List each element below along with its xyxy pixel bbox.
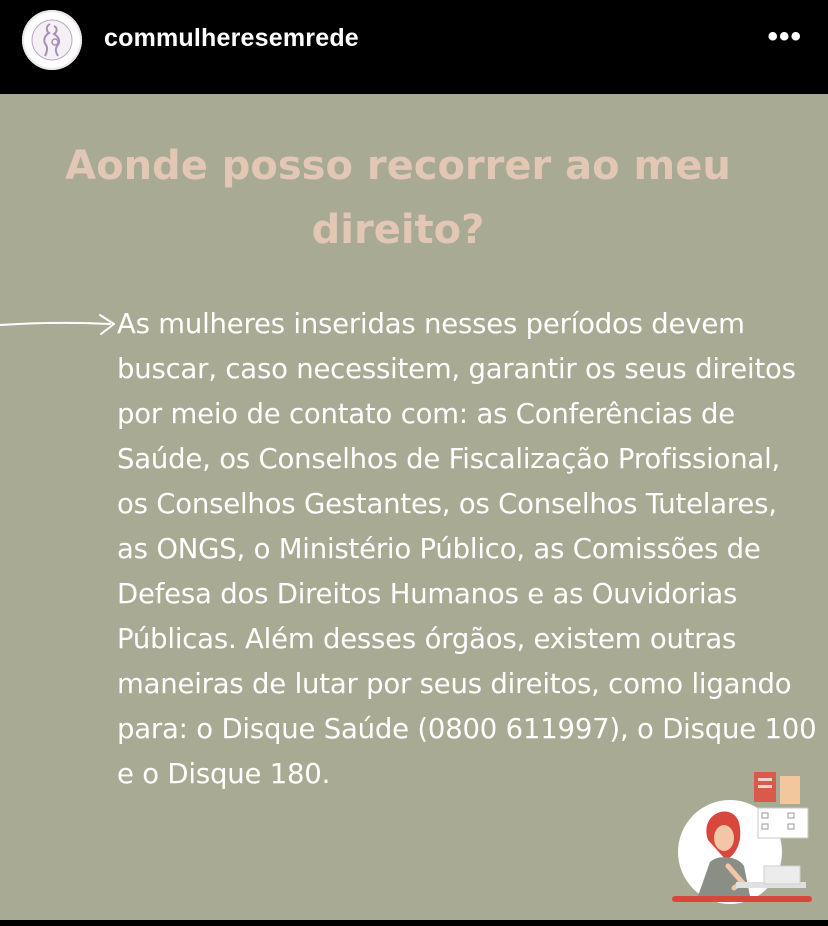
profile-avatar[interactable] (22, 10, 82, 70)
username-link[interactable]: commulheresemrede (104, 24, 359, 52)
body-line: Saúde, os Conselhos de Fiscalização Profissional, (117, 443, 781, 475)
body-line: Públicas. Além desses órgãos, existem outras (117, 623, 737, 655)
body-line: As mulheres inseridas nesses períodos devem (117, 308, 745, 340)
woman-on-phone-illustration (668, 770, 818, 906)
body-line: para: o Disque Saúde (0800 611997), o Disque 100 (117, 713, 817, 745)
body-line: por meio de contato com: as Conferências de (117, 398, 735, 430)
post-title-line-1: Aonde posso recorrer ao meu (65, 143, 731, 189)
bottom-edge (0, 920, 828, 926)
hand-drawn-arrow-icon (0, 312, 122, 336)
body-line: e o Disque 180. (117, 758, 331, 790)
post-body-text (117, 302, 817, 797)
post-header (0, 0, 828, 94)
body-line: maneiras de lutar por seus direitos, como ligando (117, 668, 792, 700)
body-line: os Conselhos Gestantes, os Conselhos Tutelares, (117, 488, 777, 520)
pregnant-woman-logo-icon (28, 16, 76, 64)
body-line: buscar, caso necessitem, garantir os seus direitos (117, 353, 796, 385)
body-line: as ONGS, o Ministério Público, as Comissões de (117, 533, 761, 565)
body-line: Defesa dos Direitos Humanos e as Ouvidorias (117, 578, 738, 610)
more-options-icon[interactable]: ••• (767, 20, 802, 53)
post-title (0, 134, 796, 262)
post-title-line-2: direito? (311, 207, 485, 253)
post-image (0, 94, 828, 920)
